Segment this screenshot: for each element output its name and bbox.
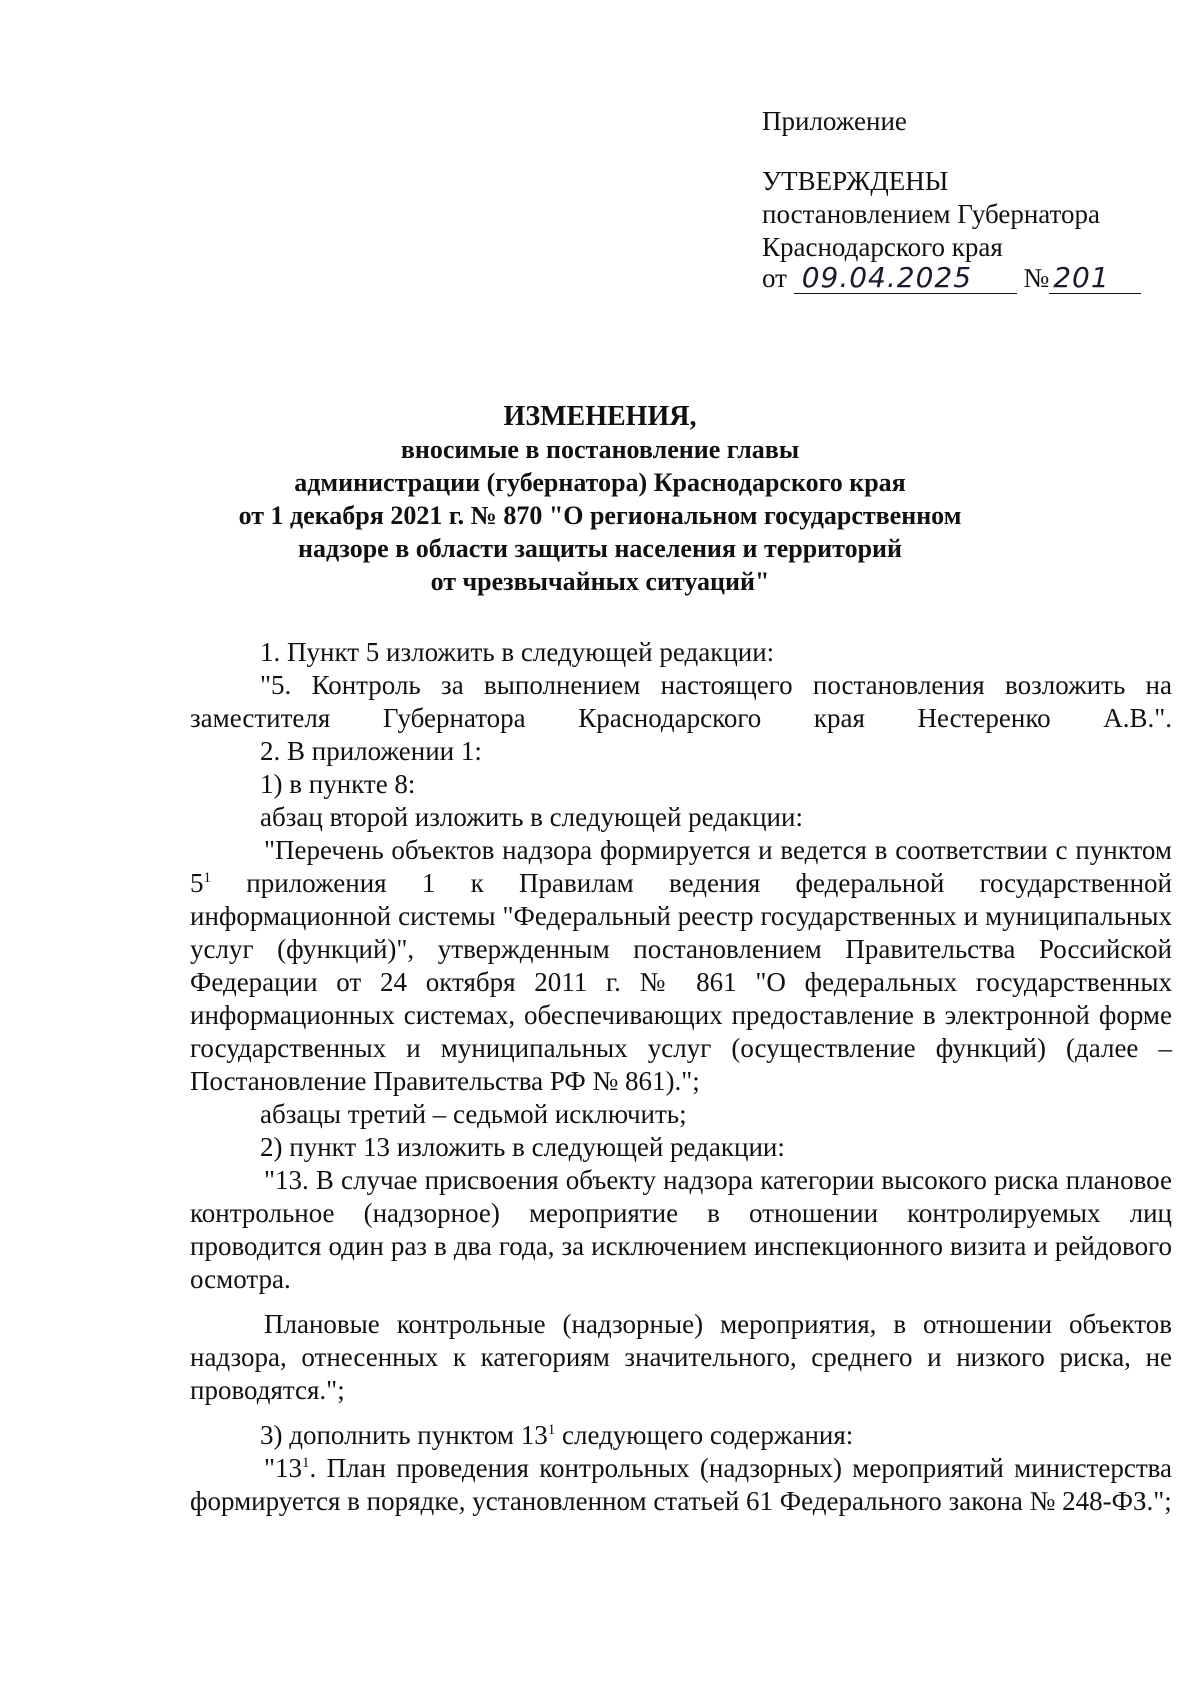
- paragraph-12-part-b: . План проведения контрольных (надзорных) мероприятий министерства формируется в порядке, установленном статьей 61 Федерального закона № 248-ФЗ.";: [190, 1453, 1172, 1516]
- title-line-5: от чрезвычайных ситуаций": [430, 567, 770, 596]
- paragraph-10: Плановые контрольные (надзорные) мероприятия, в отношении объектов надзора, отнесенных к категориям значительного, среднего и низкого риска, не проводятся.";: [190, 1309, 1172, 1405]
- paragraph-6-part-b: приложения 1 к Правилам ведения федеральной государственной информационной системы "Федеральный реестр государственных и муниципальных услуг (функций)", утвержденным постановлением Правительства Российской Федерации от 24 октября 2011 г. № 861 "О федеральных государственных информационных системах, обеспечивающих предоставление в электронной форме государственных и муниципальных услуг (осуществление функций) (далее – Постановление Правительства РФ № 861).";: [190, 868, 1172, 1096]
- paragraph-11-part-b: следующего содержания:: [555, 1420, 854, 1450]
- paragraph-12: [190, 1452, 1172, 1518]
- title-line-2: администрации (губернатора) Краснодарского края: [294, 468, 906, 497]
- document-title: [150, 400, 1050, 598]
- title-line-4: надзоре в области защиты населения и территорий: [297, 534, 903, 563]
- paragraph-7: абзацы третий – седьмой исключить;: [260, 1099, 687, 1129]
- paragraph-6: [190, 834, 1172, 1098]
- paragraph-8: 2) пункт 13 изложить в следующей редакции:: [260, 1132, 785, 1162]
- paragraph-5: абзац второй изложить в следующей редакции:: [260, 802, 803, 832]
- paragraph-12-part-a: "13: [264, 1453, 303, 1483]
- approval-date-line: [762, 262, 1162, 295]
- superscript: 1: [302, 1455, 310, 1471]
- appendix-label: Приложение: [762, 106, 907, 136]
- title-line-3: от 1 декабря 2021 г. № 870 "О региональном государственном: [238, 501, 962, 530]
- paragraph-11: [190, 1419, 1172, 1452]
- title-heading: ИЗМЕНЕНИЯ,: [503, 401, 697, 432]
- approved-label: УТВЕРЖДЕНЫ: [762, 166, 949, 196]
- superscript: 1: [547, 1422, 556, 1438]
- number-label: №: [1023, 263, 1050, 293]
- from-label: от: [762, 263, 787, 293]
- approved-line-1: постановлением Губернатора: [762, 199, 1100, 229]
- document-body: [190, 636, 1172, 1518]
- paragraph-2: "5. Контроль за выполнением настоящего постановления возложить на заместителя Губернатора Краснодарского края Нестеренко А.В.".: [190, 670, 1172, 733]
- handwritten-number: 201: [1049, 263, 1141, 294]
- superscript: 1: [203, 870, 211, 886]
- paragraph-11-part-a: 3) дополнить пунктом 13: [260, 1420, 548, 1450]
- paragraph-9: "13. В случае присвоения объекту надзора категории высокого риска плановое контрольное (надзорное) мероприятие в отношении контролируемых лиц проводится один раз в два года, за исключением инспекционного визита и рейдового осмотра.: [190, 1165, 1172, 1294]
- paragraph-1: 1. Пункт 5 изложить в следующей редакции:: [260, 637, 775, 667]
- title-line-1: вносимые в постановление главы: [400, 435, 800, 464]
- handwritten-date: 09.04.2025: [794, 263, 1017, 294]
- paragraph-3: 2. В приложении 1:: [260, 736, 482, 766]
- paragraph-6-part-a: "Перечень объектов надзора формируется и ведется в соответствии с пунктом 5: [190, 835, 1172, 898]
- approved-line-2: Краснодарского края: [762, 232, 1003, 262]
- paragraph-4: 1) в пункте 8:: [260, 769, 416, 799]
